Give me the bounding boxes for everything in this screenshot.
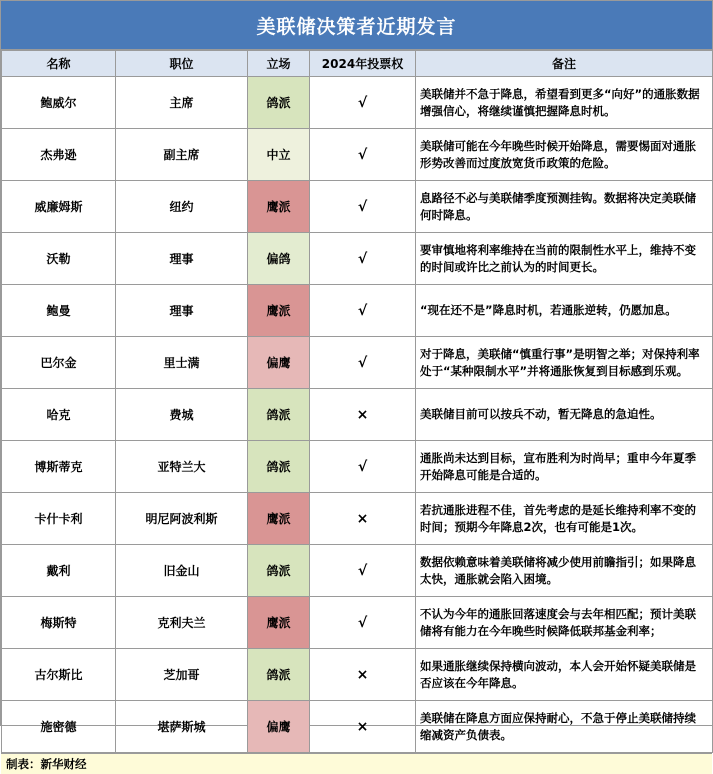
member-name-cell: 戴利 [2,545,116,597]
table-row [2,181,713,233]
remarks-cell: “现在还不是”降息时机，若通胀逆转，仍愿加息。 [416,285,713,337]
stance-badge: 鸽派 [248,77,310,129]
header-row [2,51,713,77]
member-position-cell: 旧金山 [116,545,248,597]
table-row [2,597,713,649]
stance-badge: 鹰派 [248,181,310,233]
vote-status-cell: × [310,649,416,701]
member-name-cell: 博斯蒂克 [2,441,116,493]
fed-speakers-table [1,50,713,753]
table-row [2,701,713,753]
remarks-cell: 息路径不必与美联储季度预测挂钩。数据将决定美联储何时降息。 [416,181,713,233]
stance-badge: 鸽派 [248,441,310,493]
vote-status-cell: × [310,389,416,441]
member-position-cell: 里士满 [116,337,248,389]
stance-badge: 鹰派 [248,285,310,337]
member-position-cell: 明尼阿波利斯 [116,493,248,545]
header-vote: 2024年投票权 [310,51,416,77]
header-name: 名称 [2,51,116,77]
member-position-cell: 主席 [116,77,248,129]
remarks-cell: 要审慎地将利率维持在当前的限制性水平上，维持不变的时间或许比之前认为的时间更长。 [416,233,713,285]
remarks-cell: 通胀尚未达到目标，宣布胜利为时尚早；重申今年夏季开始降息可能是合适的。 [416,441,713,493]
remarks-cell: 美联储可能在今年晚些时候开始降息，需要惕面对通胀形势改善而过度放宽货币政策的危险。 [416,129,713,181]
table-footer: 制表：新华财经 [1,753,712,774]
table-row [2,129,713,181]
vote-status-cell: √ [310,77,416,129]
table-body [2,77,713,753]
vote-status-cell: √ [310,285,416,337]
table-row [2,649,713,701]
header-notes: 备注 [416,51,713,77]
member-name-cell: 鲍曼 [2,285,116,337]
vote-status-cell: × [310,701,416,753]
member-name-cell: 哈克 [2,389,116,441]
member-position-cell: 亚特兰大 [116,441,248,493]
member-position-cell: 理事 [116,285,248,337]
member-name-cell: 卡什卡利 [2,493,116,545]
stance-badge: 鹰派 [248,493,310,545]
header-stance: 立场 [248,51,310,77]
stance-badge: 鸽派 [248,389,310,441]
stance-badge: 偏鹰 [248,701,310,753]
table-row [2,389,713,441]
remarks-cell: 美联储并不急于降息，希望看到更多“向好”的通胀数据增强信心，将继续谨慎把握降息时机。 [416,77,713,129]
vote-status-cell: √ [310,337,416,389]
member-name-cell: 威廉姆斯 [2,181,116,233]
member-name-cell: 古尔斯比 [2,649,116,701]
table-title: 美联储决策者近期发言 [1,1,712,50]
header-position: 职位 [116,51,248,77]
member-position-cell: 克利夫兰 [116,597,248,649]
vote-status-cell: √ [310,233,416,285]
table-row [2,233,713,285]
table-row [2,493,713,545]
vote-status-cell: × [310,493,416,545]
member-name-cell: 巴尔金 [2,337,116,389]
remarks-cell: 如果通胀继续保持横向波动，本人会开始怀疑美联储是否应该在今年降息。 [416,649,713,701]
vote-status-cell: √ [310,129,416,181]
member-name-cell: 梅斯特 [2,597,116,649]
stance-badge: 鹰派 [248,597,310,649]
member-name-cell: 鲍威尔 [2,77,116,129]
remarks-cell: 数据依赖意味着美联储将减少使用前瞻指引；如果降息太快，通胀就会陷入困境。 [416,545,713,597]
table-row [2,77,713,129]
member-position-cell: 堪萨斯城 [116,701,248,753]
member-position-cell: 费城 [116,389,248,441]
vote-status-cell: √ [310,597,416,649]
stance-badge: 偏鸽 [248,233,310,285]
member-name-cell: 杰弗逊 [2,129,116,181]
stance-badge: 中立 [248,129,310,181]
stance-badge: 鸽派 [248,649,310,701]
table-row [2,441,713,493]
member-position-cell: 副主席 [116,129,248,181]
member-position-cell: 理事 [116,233,248,285]
member-position-cell: 纽约 [116,181,248,233]
remarks-cell: 美联储在降息方面应保持耐心，不急于停止美联储持续缩减资产负债表。 [416,701,713,753]
table-row [2,545,713,597]
remarks-cell: 不认为今年的通胀回落速度会与去年相匹配；预计美联储将有能力在今年晚些时候降低联邦基金利率； [416,597,713,649]
remarks-cell: 若抗通胀进程不佳，首先考虑的是延长维持利率不变的时间；预期今年降息2次，也有可能是1次。 [416,493,713,545]
vote-status-cell: √ [310,181,416,233]
table-row [2,337,713,389]
remarks-cell: 美联储目前可以按兵不动，暂无降息的急迫性。 [416,389,713,441]
member-name-cell: 沃勒 [2,233,116,285]
remarks-cell: 对于降息，美联储“慎重行事”是明智之举；对保持利率处于“某种限制水平”并将通胀恢复到目标感到乐观。 [416,337,713,389]
vote-status-cell: √ [310,441,416,493]
stance-badge: 鸽派 [248,545,310,597]
member-position-cell: 芝加哥 [116,649,248,701]
member-name-cell: 施密德 [2,701,116,753]
vote-status-cell: √ [310,545,416,597]
table-row [2,285,713,337]
stance-badge: 偏鹰 [248,337,310,389]
